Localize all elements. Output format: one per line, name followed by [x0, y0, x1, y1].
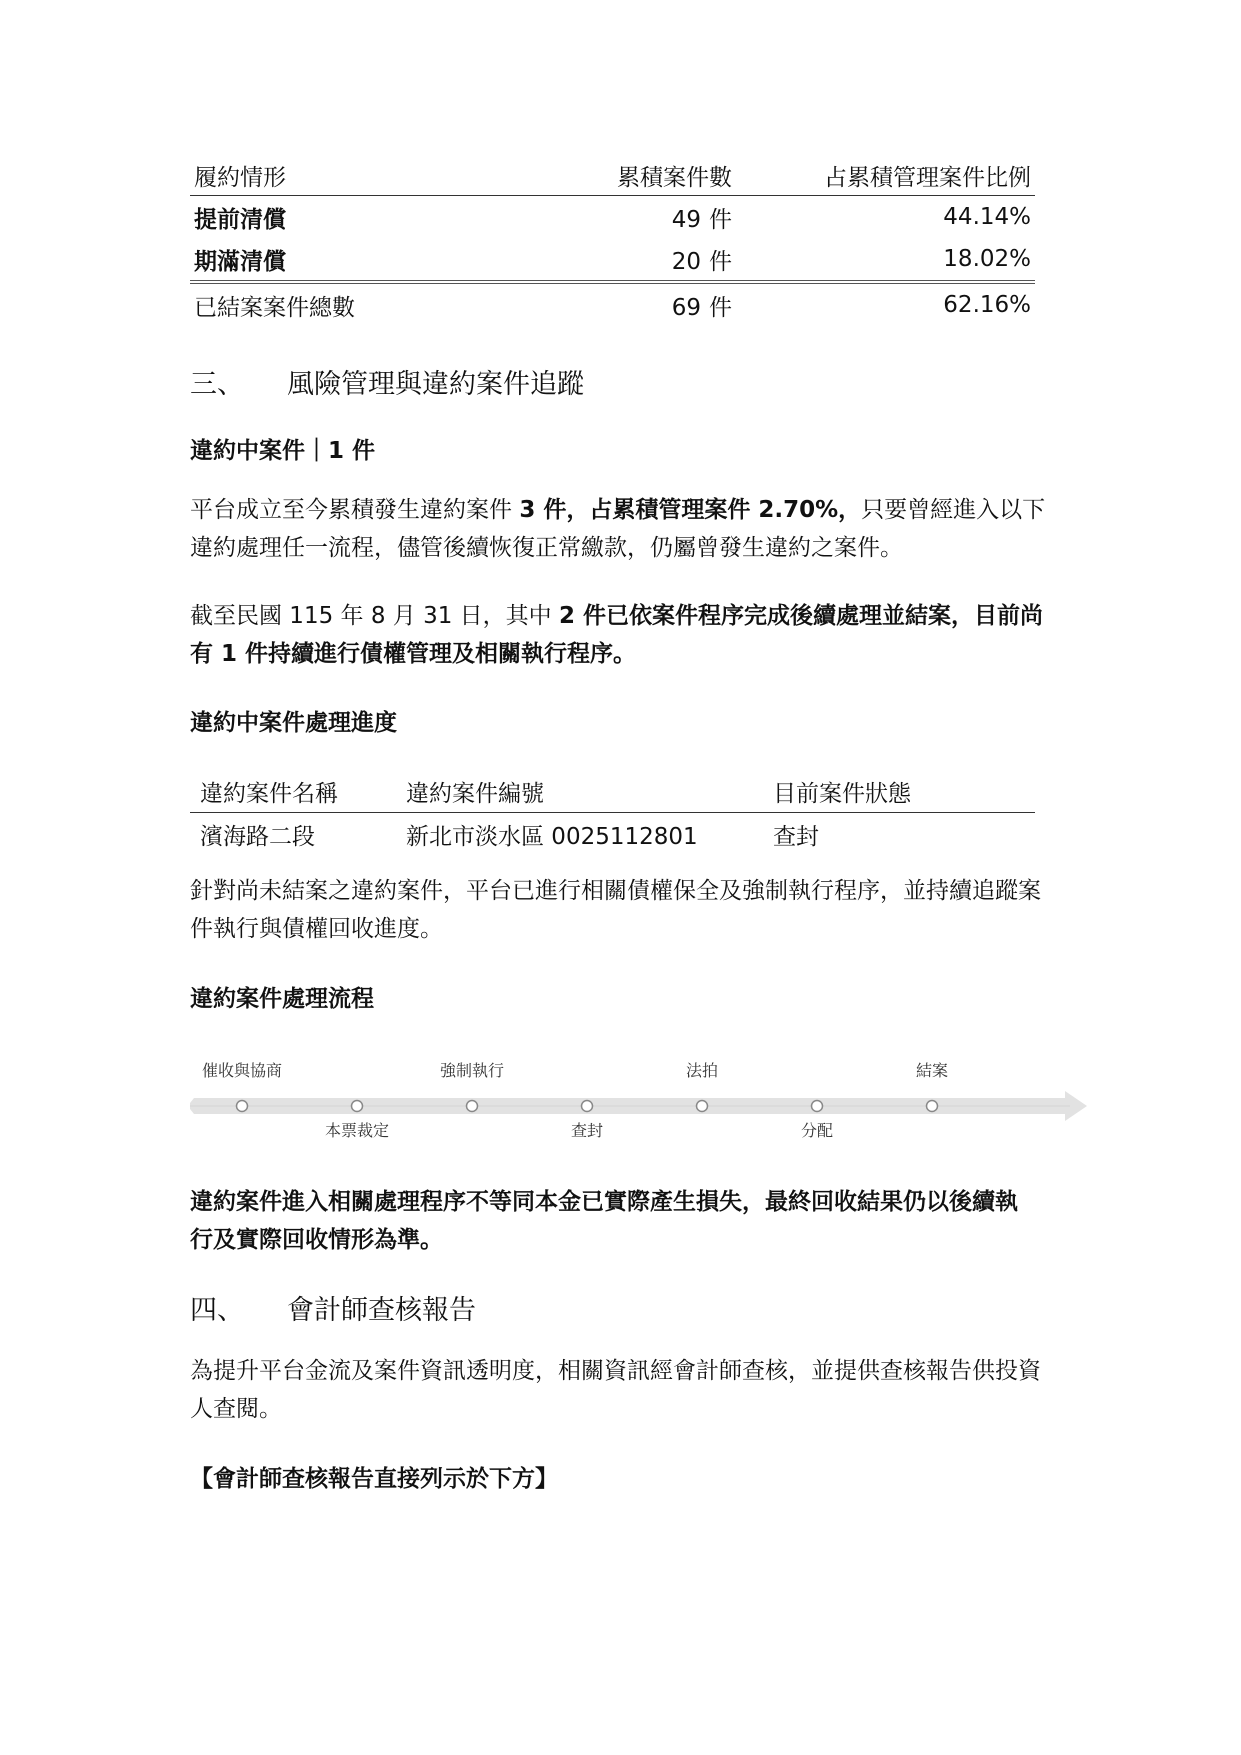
flow-step-distribution: 分配	[800, 1121, 834, 1140]
flow-node	[467, 1101, 478, 1112]
header-ratio: 占累積管理案件比例	[736, 155, 1035, 196]
case-name: 濱海路二段	[200, 823, 315, 850]
flow-step-collection: 催收與協商	[201, 1061, 283, 1080]
row-count: 20 件	[671, 248, 732, 275]
default-progress-table	[190, 770, 1035, 855]
audit-report-note: 【會計師查核報告直接列示於下方】	[190, 1466, 558, 1492]
flow-step-enforcement: 強制執行	[439, 1061, 505, 1080]
row-ratio: 18.02%	[943, 246, 1031, 272]
flow-step-promissory-ruling: 本票裁定	[324, 1121, 390, 1140]
section3-heading	[190, 362, 584, 401]
status-paragraph: 截至民國 115 年 8 月 31 日，其中 2 件已依案件程序完成後續處理並結案，目前尚有 1 件持續進行債權管理及相關執行程序。	[190, 603, 1043, 667]
table-row	[190, 813, 1035, 856]
flow-node	[352, 1101, 363, 1112]
total-ratio: 62.16%	[736, 282, 1035, 326]
header-case-number: 違約案件編號	[396, 770, 763, 813]
header-fulfillment-status: 履約情形	[190, 155, 558, 196]
section3-title: 風險管理與違約案件追蹤	[287, 369, 584, 400]
section4-title: 會計師查核報告	[287, 1295, 476, 1326]
flow-step-auction: 法拍	[685, 1061, 719, 1080]
flow-heading: 違約案件處理流程	[190, 986, 374, 1012]
total-count: 69 件	[558, 282, 736, 326]
default-case-heading: 違約中案件｜1 件	[190, 438, 376, 464]
section4-number: 四、	[190, 1295, 244, 1326]
flow-node	[582, 1101, 593, 1112]
total-label: 已結案案件總數	[190, 282, 558, 326]
case-number: 新北市淡水區 0025112801	[406, 823, 698, 850]
loss-disclaimer: 違約案件進入相關處理程序不等同本金已實際產生損失，最終回收結果仍以後續執行及實際回收情形為準。	[190, 1189, 1018, 1253]
table-row	[190, 196, 1035, 239]
row-label: 期滿清償	[194, 248, 286, 275]
row-count: 49 件	[671, 206, 732, 233]
progress-heading: 違約中案件處理進度	[190, 710, 397, 736]
section4-heading	[190, 1288, 476, 1327]
section3-number: 三、	[190, 369, 244, 400]
row-label: 提前清償	[194, 206, 286, 233]
table-total-row	[190, 282, 1035, 326]
flow-node	[927, 1101, 938, 1112]
flow-node	[697, 1101, 708, 1112]
header-cumulative-count: 累積案件數	[558, 155, 736, 196]
default-summary-paragraph: 平台成立至今累積發生違約案件 3 件，占累積管理案件 2.70%，只要曾經進入以下違約處理任一流程，儘管後續恢復正常繳款，仍屬曾發生違約之案件。	[190, 497, 1046, 561]
audit-paragraph: 為提升平台金流及案件資訊透明度，相關資訊經會計師查核，並提供查核報告供投資人查閱。	[190, 1358, 1041, 1422]
table-row	[190, 238, 1035, 282]
flow-step-seizure: 查封	[570, 1121, 604, 1140]
flow-node	[812, 1101, 823, 1112]
header-case-name: 違約案件名稱	[190, 770, 396, 813]
header-case-status: 目前案件狀態	[763, 770, 1035, 813]
row-ratio: 44.14%	[943, 204, 1031, 230]
flow-step-closed: 結案	[915, 1061, 949, 1080]
case-status: 查封	[773, 823, 819, 850]
fulfillment-table	[190, 155, 1035, 326]
flow-node	[237, 1101, 248, 1112]
enforcement-paragraph: 針對尚未結案之違約案件，平台已進行相關債權保全及強制執行程序，並持續追蹤案件執行與債權回收進度。	[190, 878, 1041, 942]
